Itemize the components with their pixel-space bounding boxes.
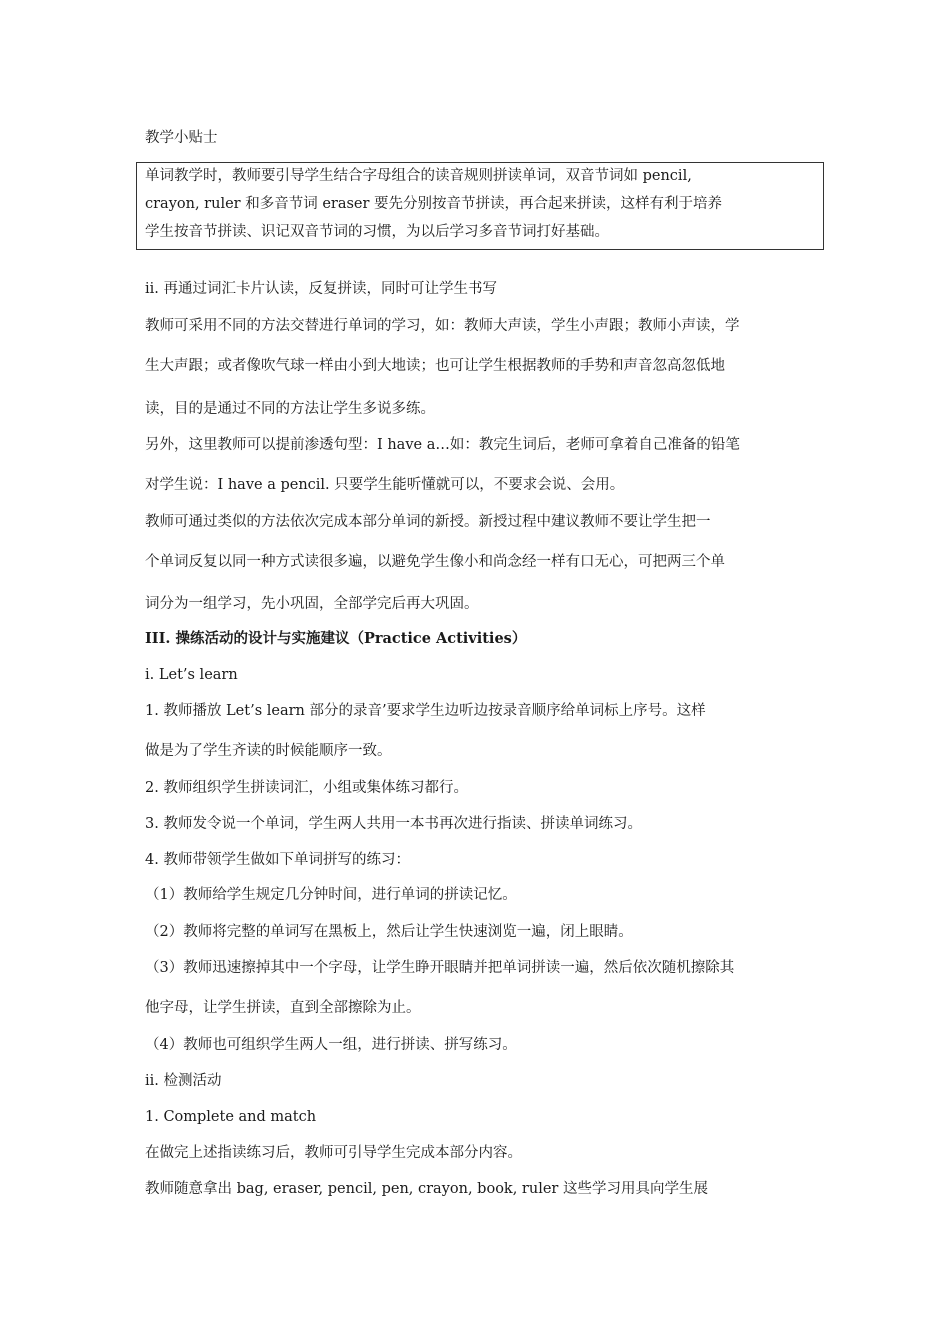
body-line: 2. 教师组织学生拼读词汇，小组或集体练习都行。 (145, 780, 468, 796)
body-line: （3）教师迅速擦掉其中一个字母，让学生睁开眼睛并把单词拼读一遍，然后依次随机擦除其 (145, 960, 735, 976)
body-line: 词分为一组学习，先小巩固，全部学完后再大巩固。 (145, 596, 479, 612)
body-line: 3. 教师发令说一个单词，学生两人共用一本书再次进行指读、拼读单词练习。 (145, 816, 642, 832)
body-line: 他字母，让学生拼读，直到全部擦除为止。 (145, 1000, 421, 1016)
body-line: 生大声跟；或者像吹气球一样由小到大地读；也可让学生根据教师的手势和声音忽高忽低地 (145, 358, 725, 374)
body-line: 4. 教师带领学生做如下单词拼写的练习： (145, 852, 410, 868)
body-line: （2）教师将完整的单词写在黑板上，然后让学生快速浏览一遍，闭上眼睛。 (145, 924, 633, 940)
body-line: （1）教师给学生规定几分钟时间，进行单词的拼读记忆。 (145, 887, 517, 903)
tip-line: 单词教学时，教师要引导学生结合字母组合的读音规则拼读单词，双音节词如 pencil, (145, 168, 692, 184)
body-line: 教师随意拿出 bag, eraser, pencil, pen, crayon, book, ruler 这些学习用具向学生展 (145, 1181, 708, 1197)
body-line: 1. 教师播放 Let’s learn 部分的录音’要求学生边听边按录音顺序给单词标上序号。这样 (145, 703, 706, 719)
body-line: 读，目的是通过不同的方法让学生多说多练。 (145, 401, 435, 417)
tip-box (136, 162, 824, 250)
tip-line: crayon, ruler 和多音节词 eraser 要先分别按音节拼读，再合起来拼读，这样有利于培养 (145, 196, 723, 212)
subsection-heading: i. Let’s learn (145, 667, 238, 683)
tip-title: 教学小贴士 (145, 130, 218, 146)
body-line: 对学生说：I have a pencil. 只要学生能听懂就可以，不要求会说、会用。 (145, 477, 625, 493)
body-line: （4）教师也可组织学生两人一组，进行拼读、拼写练习。 (145, 1037, 517, 1053)
body-line: 个单词反复以同一种方式读很多遍，以避免学生像小和尚念经一样有口无心，可把两三个单 (145, 554, 725, 570)
body-line: 教师可通过类似的方法依次完成本部分单词的新授。新授过程中建议教师不要让学生把一 (145, 514, 711, 530)
tip-line: 学生按音节拼读、识记双音节词的习惯，为以后学习多音节词打好基础。 (145, 224, 609, 240)
body-line: 在做完上述指读练习后，教师可引导学生完成本部分内容。 (145, 1145, 522, 1161)
body-line: ii. 再通过词汇卡片认读，反复拼读，同时可让学生书写 (145, 281, 497, 297)
body-line: 做是为了学生齐读的时候能顺序一致。 (145, 743, 392, 759)
section-heading: III. 操练活动的设计与实施建议（Practice Activities） (145, 630, 527, 647)
body-line: 1. Complete and match (145, 1109, 317, 1125)
body-line: 教师可采用不同的方法交替进行单词的学习，如：教师大声读，学生小声跟；教师小声读，学 (145, 318, 740, 334)
subsection-heading: ii. 检测活动 (145, 1073, 222, 1089)
body-line: 另外，这里教师可以提前渗透句型：I have a…如：教完生词后，老师可拿着自己准备的铅笔 (145, 437, 740, 453)
